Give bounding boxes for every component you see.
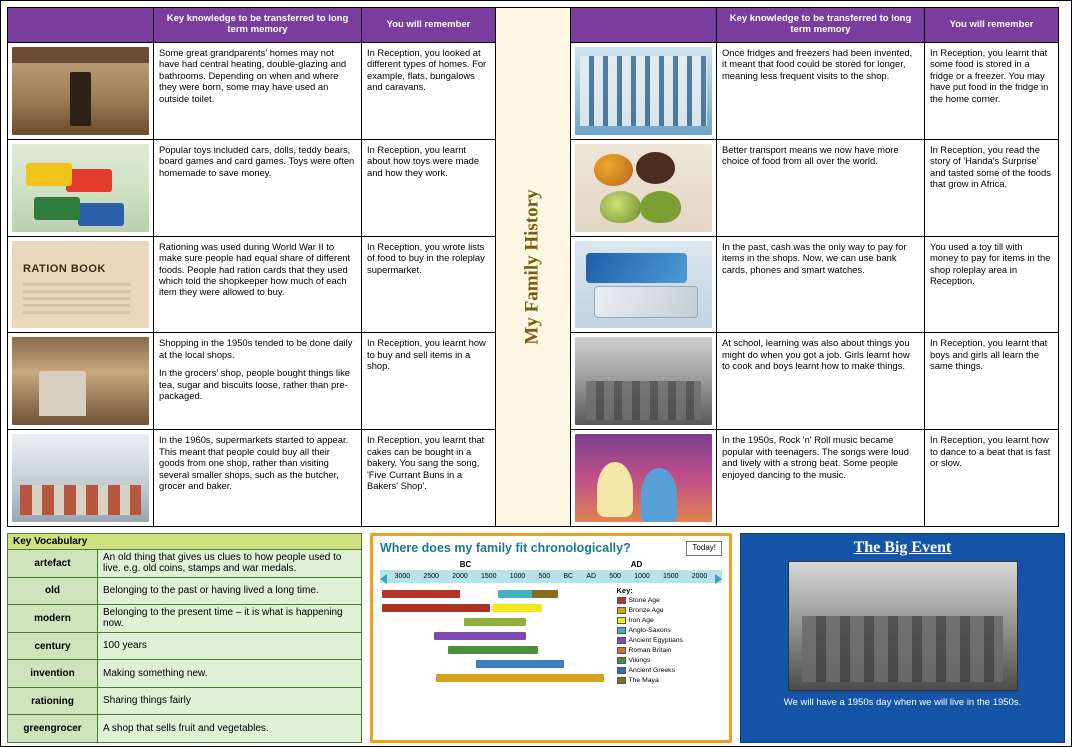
vocabulary-row xyxy=(8,688,361,716)
timeline-era-labels xyxy=(380,560,722,569)
axis-tick: 2000 xyxy=(691,572,708,580)
knowledge-text: Rationing was used during World War II to make sure people had equal share of different foods. People had ration cards that they used which told the shopkeeper how much of each item they were allowed to buy. xyxy=(159,240,351,298)
remember-text: In Reception, you learnt how to dance to a beat that is fast or slow. xyxy=(930,434,1051,469)
legend-swatch xyxy=(617,607,626,614)
vocabulary-definition: Belonging to the present time – it is what is happening now. xyxy=(103,606,343,630)
vocabulary-row xyxy=(8,715,361,742)
remember-text: In Reception, you looked at different types of homes. For example, flats, bungalows and caravans. xyxy=(367,47,487,93)
row-remember-cell xyxy=(362,333,495,429)
knowledge-organiser-grid xyxy=(7,7,1065,527)
timeline-bar xyxy=(464,618,526,626)
row-image-cell xyxy=(8,237,154,333)
chronology-timeline-panel xyxy=(370,533,732,743)
table-row xyxy=(8,332,495,429)
axis-tick: 3000 xyxy=(394,572,411,580)
row-remember-cell xyxy=(925,430,1058,526)
timeline-bar xyxy=(382,590,460,598)
timeline-bar xyxy=(492,604,542,612)
legend-title: Key: xyxy=(616,585,633,595)
legend-swatch xyxy=(617,627,626,634)
row-knowledge-cell xyxy=(717,140,925,236)
legend-swatch xyxy=(617,677,626,684)
axis-tick: BC xyxy=(563,572,574,580)
remember-text: In Reception, you learnt that cakes can be bought in a bakery. You sang the song, 'Five Currant Buns in a Bakers' Shop'. xyxy=(367,434,485,492)
vocabulary-row xyxy=(8,633,361,661)
axis-tick: 2500 xyxy=(423,572,439,580)
row-remember-cell xyxy=(362,430,495,526)
legend-label: Vikings xyxy=(628,657,651,665)
big-event-panel xyxy=(740,533,1065,743)
legend-item xyxy=(617,596,723,606)
row-remember-cell xyxy=(362,237,495,333)
vocabulary-definition: 100 years xyxy=(103,640,147,652)
timeline-bars xyxy=(380,586,613,704)
vocabulary-term: greengrocer xyxy=(8,715,98,742)
legend-label: The Maya xyxy=(628,677,659,685)
timeline-bar xyxy=(434,632,526,640)
vocabulary-definition: Sharing things fairly xyxy=(103,695,191,707)
timeline-bar xyxy=(382,604,490,612)
right-header-image-col xyxy=(571,8,717,42)
row-knowledge-cell xyxy=(717,43,925,139)
vocabulary-definition: An old thing that gives us clues to how people used to live. e.g. old coins, stamps and war medals. xyxy=(103,551,342,575)
modern-supermarket-photo xyxy=(12,434,149,522)
legend-swatch xyxy=(617,647,626,654)
timeline-header xyxy=(380,541,722,556)
left-header-row xyxy=(8,8,495,42)
right-header-remember: You will remember xyxy=(949,18,1034,30)
vocabulary-term: modern xyxy=(8,605,98,632)
knowledge-text: At school, learning was also about things you might do when you got a job. Girls learnt how to cook and boys learnt how to make things. xyxy=(722,337,910,372)
timeline-axis xyxy=(380,570,722,583)
right-header-row xyxy=(571,8,1058,42)
remember-text: In Reception, you learnt that some food is stored in a fridge or a freezer. You may have put food in the fridge in the home corner. xyxy=(930,47,1049,104)
legend-item xyxy=(617,606,723,616)
row-remember-cell xyxy=(925,237,1058,333)
legend-item xyxy=(617,636,723,646)
row-knowledge-cell xyxy=(717,430,925,526)
vocabulary-definition: Making something new. xyxy=(103,667,208,679)
row-remember-cell xyxy=(925,140,1058,236)
legend-item xyxy=(617,616,723,626)
row-image-cell xyxy=(571,140,717,236)
row-image-cell xyxy=(571,43,717,139)
left-header-knowledge: Key knowledge to be transferred to long term memory xyxy=(154,8,362,42)
knowledge-text: In the past, cash was the only way to pay for items in the shops. Now, we can use bank cards, phones and smart watches. xyxy=(722,240,907,275)
vocabulary-term: invention xyxy=(8,660,98,687)
vocabulary-row xyxy=(8,605,361,633)
table-row xyxy=(8,139,495,236)
timeline-title: Where does my family fit chronologically? xyxy=(380,541,631,555)
legend-item xyxy=(617,666,723,676)
1950s-grocers-shop-photo xyxy=(12,337,149,425)
knowledge-text: In the 1960s, supermarkets started to appear. This meant that people could buy all their goods from one shop, rather than visiting several smaller shops, such as the butcher, grocer and baker. xyxy=(159,434,349,492)
axis-tick: 1000 xyxy=(509,572,526,580)
row-knowledge-cell xyxy=(154,43,362,139)
row-image-cell xyxy=(8,43,154,139)
row-image-cell xyxy=(8,333,154,429)
row-knowledge-cell xyxy=(154,333,362,429)
timeline-bar xyxy=(436,674,604,682)
1950s-classroom-photo xyxy=(788,561,1018,691)
legend-swatch xyxy=(617,617,626,624)
timeline-bar xyxy=(476,660,564,668)
remember-text: In Reception, you learnt how to buy and sell items in a shop. xyxy=(367,337,486,372)
legend-label: Anglo-Saxons xyxy=(628,627,671,635)
axis-tick: 500 xyxy=(609,572,621,580)
knowledge-text: Once fridges and freezers had been invented, it meant that food could be stored for longer, meaning less frequent visits to the shop. xyxy=(722,47,913,81)
knowledge-text: Some great grandparents' homes may not have had central heating, double-glazing and bathrooms. Depending on when and where they were born, some may have used an outside toilet. xyxy=(159,47,347,104)
row-image-cell xyxy=(571,333,717,429)
legend-swatch xyxy=(617,637,626,644)
bank-cards-photo xyxy=(575,241,712,329)
remember-text: In Reception, you learnt that boys and girls all learn the same things. xyxy=(930,337,1048,372)
key-vocabulary-title: Key Vocabulary xyxy=(8,534,361,550)
row-image-cell xyxy=(571,237,717,333)
legend-item xyxy=(617,646,723,656)
legend-label: Stone Age xyxy=(628,597,660,605)
vintage-toy-cars-photo xyxy=(12,144,149,232)
table-row xyxy=(8,429,495,526)
legend-item xyxy=(617,626,723,636)
vocabulary-definition: Belonging to the past or having lived a long time. xyxy=(103,584,319,596)
row-image-cell xyxy=(8,430,154,526)
legend-swatch xyxy=(617,597,626,604)
era-label-bc: BC xyxy=(459,559,472,569)
big-event-title: The Big Event xyxy=(853,539,952,556)
row-knowledge-cell xyxy=(154,430,362,526)
axis-tick: 500 xyxy=(538,572,551,580)
remember-text: In Reception, you wrote lists of food to buy in the roleplay supermarket. xyxy=(367,240,485,275)
exotic-fruit-photo xyxy=(575,144,712,232)
legend-label: Roman Britain xyxy=(628,647,672,655)
table-row xyxy=(571,42,1058,139)
knowledge-text: In the 1950s, Rock 'n' Roll music became popular with teenagers. The songs were loud and lively with a strong beat. Some people enjoyed dancing to the music. xyxy=(722,434,909,480)
vocabulary-term: rationing xyxy=(8,688,98,715)
vocabulary-row xyxy=(8,578,361,606)
legend-swatch xyxy=(617,657,626,664)
right-column-block xyxy=(570,7,1059,527)
timeline-bar xyxy=(532,590,558,598)
legend-label: Ancient Greeks xyxy=(628,667,675,675)
1950s-classroom-photo xyxy=(575,337,712,425)
table-row xyxy=(8,236,495,333)
table-row xyxy=(8,42,495,139)
vocabulary-term: old xyxy=(8,578,98,605)
supermarket-freezer-aisle-photo xyxy=(575,47,712,135)
vocabulary-term: artefact xyxy=(8,550,98,577)
old-house-photo xyxy=(12,47,149,135)
row-remember-cell xyxy=(362,43,495,139)
row-image-cell xyxy=(571,430,717,526)
timeline-legend xyxy=(613,586,723,704)
remember-text: In Reception, you read the story of 'Handa's Surprise' and tasted some of the foods that grow in Africa. xyxy=(930,143,1051,190)
row-remember-cell xyxy=(925,43,1058,139)
row-remember-cell xyxy=(925,333,1058,429)
left-header-remember: You will remember xyxy=(386,18,471,30)
axis-tick: AD xyxy=(586,572,597,580)
row-knowledge-cell xyxy=(154,237,362,333)
row-remember-cell xyxy=(362,140,495,236)
timeline-bar xyxy=(448,646,538,654)
vocabulary-definition: A shop that sells fruit and vegetables. xyxy=(103,722,269,734)
axis-tick: 2000 xyxy=(452,572,468,580)
row-knowledge-cell xyxy=(717,333,925,429)
legend-item xyxy=(617,676,723,686)
remember-text: In Reception, you learnt about how toys were made and how they work. xyxy=(367,143,480,178)
vocabulary-row xyxy=(8,660,361,688)
ration-book-photo xyxy=(12,241,149,329)
axis-tick: 1000 xyxy=(634,572,650,580)
table-row xyxy=(571,139,1058,236)
legend-label: Bronze Age xyxy=(628,607,664,615)
knowledge-text: Better transport means we now have more choice of food from all over the world. xyxy=(722,143,899,167)
legend-swatch xyxy=(617,667,626,674)
knowledge-text: Popular toys included cars, dolls, teddy bears, board games and card games. Toys were often homemade to save money. xyxy=(159,143,355,178)
legend-items xyxy=(617,596,723,686)
row-knowledge-cell xyxy=(154,140,362,236)
left-header-image-col xyxy=(8,8,154,42)
vertical-title-strip xyxy=(496,7,570,527)
legend-item xyxy=(617,656,723,666)
knowledge-text: Shopping in the 1950s tended to be done daily at the local shops. xyxy=(159,337,353,360)
right-header-knowledge: Key knowledge to be transferred to long term memory xyxy=(717,8,925,42)
era-label-ad: AD xyxy=(630,559,643,569)
big-event-caption: We will have a 1950s day when we will live in the 1950s. xyxy=(783,697,1022,708)
table-row xyxy=(571,332,1058,429)
vocabulary-row xyxy=(8,550,361,578)
row-knowledge-cell xyxy=(717,237,925,333)
bottom-panels xyxy=(7,533,1065,743)
today-marker: Today! xyxy=(686,541,722,556)
table-row xyxy=(571,429,1058,526)
axis-tick: 1500 xyxy=(662,572,679,580)
legend-label: Iron Age xyxy=(628,617,654,625)
table-row xyxy=(571,236,1058,333)
axis-tick: 1500 xyxy=(480,572,497,580)
remember-text: You used a toy till with money to pay for items in the shop roleplay area in Reception. xyxy=(930,240,1051,286)
key-vocabulary-table xyxy=(7,533,362,743)
legend-label: Ancient Egyptians xyxy=(628,637,683,645)
timeline-body xyxy=(380,586,722,704)
left-column-block xyxy=(7,7,496,527)
page-title: My Family History xyxy=(522,189,544,345)
vocabulary-term: century xyxy=(8,633,98,660)
rock-n-roll-dancers-photo xyxy=(575,434,712,522)
knowledge-text-2: In the grocers' shop, people bought things like tea, sugar and biscuits loose, rather than pre-packaged. xyxy=(159,367,350,402)
row-image-cell xyxy=(8,140,154,236)
